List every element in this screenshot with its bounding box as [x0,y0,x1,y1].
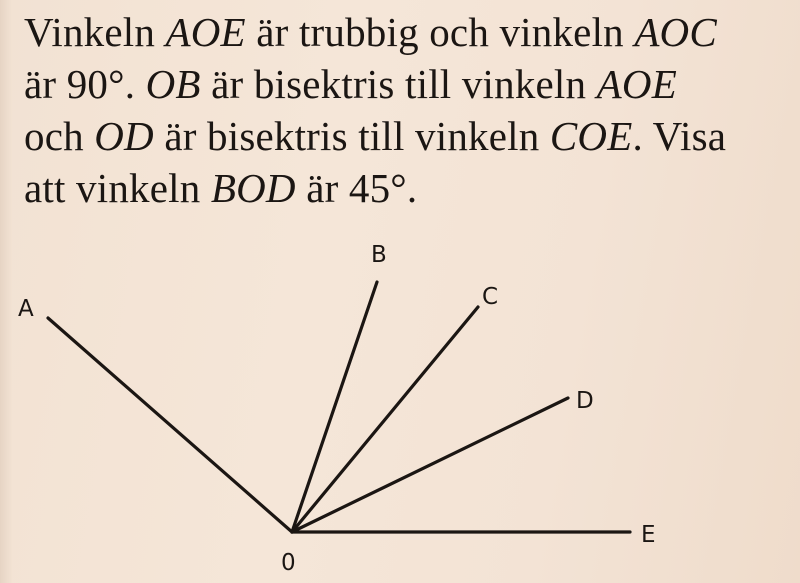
label-c: C [482,284,499,310]
problem-line-2: är 90°. OB är bisektris till vinkeln AOE [24,61,677,107]
label-b: B [371,242,387,268]
problem-line-4: att vinkeln BOD är 45°. [24,165,418,211]
problem-line-3: och OD är bisektris till vinkeln COE. Visa [24,113,727,159]
angle-name: AOE [596,61,677,107]
ray-name: OB [145,61,201,107]
angle-name: AOC [634,9,717,55]
problem-line-1: Vinkeln AOE är trubbig och vinkeln AOC [24,9,717,55]
label-o: 0 [281,550,296,576]
ray-name: OD [94,113,154,159]
label-d: D [576,388,594,414]
ray-oa [48,318,292,532]
ray-ob [292,282,377,532]
angle-name: BOD [210,165,296,211]
label-e: E [641,522,656,548]
angle-name: COE [549,113,633,159]
ray-od [292,398,568,532]
label-a: A [18,296,34,322]
angle-name: AOE [165,9,246,55]
ray-oc [292,307,478,532]
